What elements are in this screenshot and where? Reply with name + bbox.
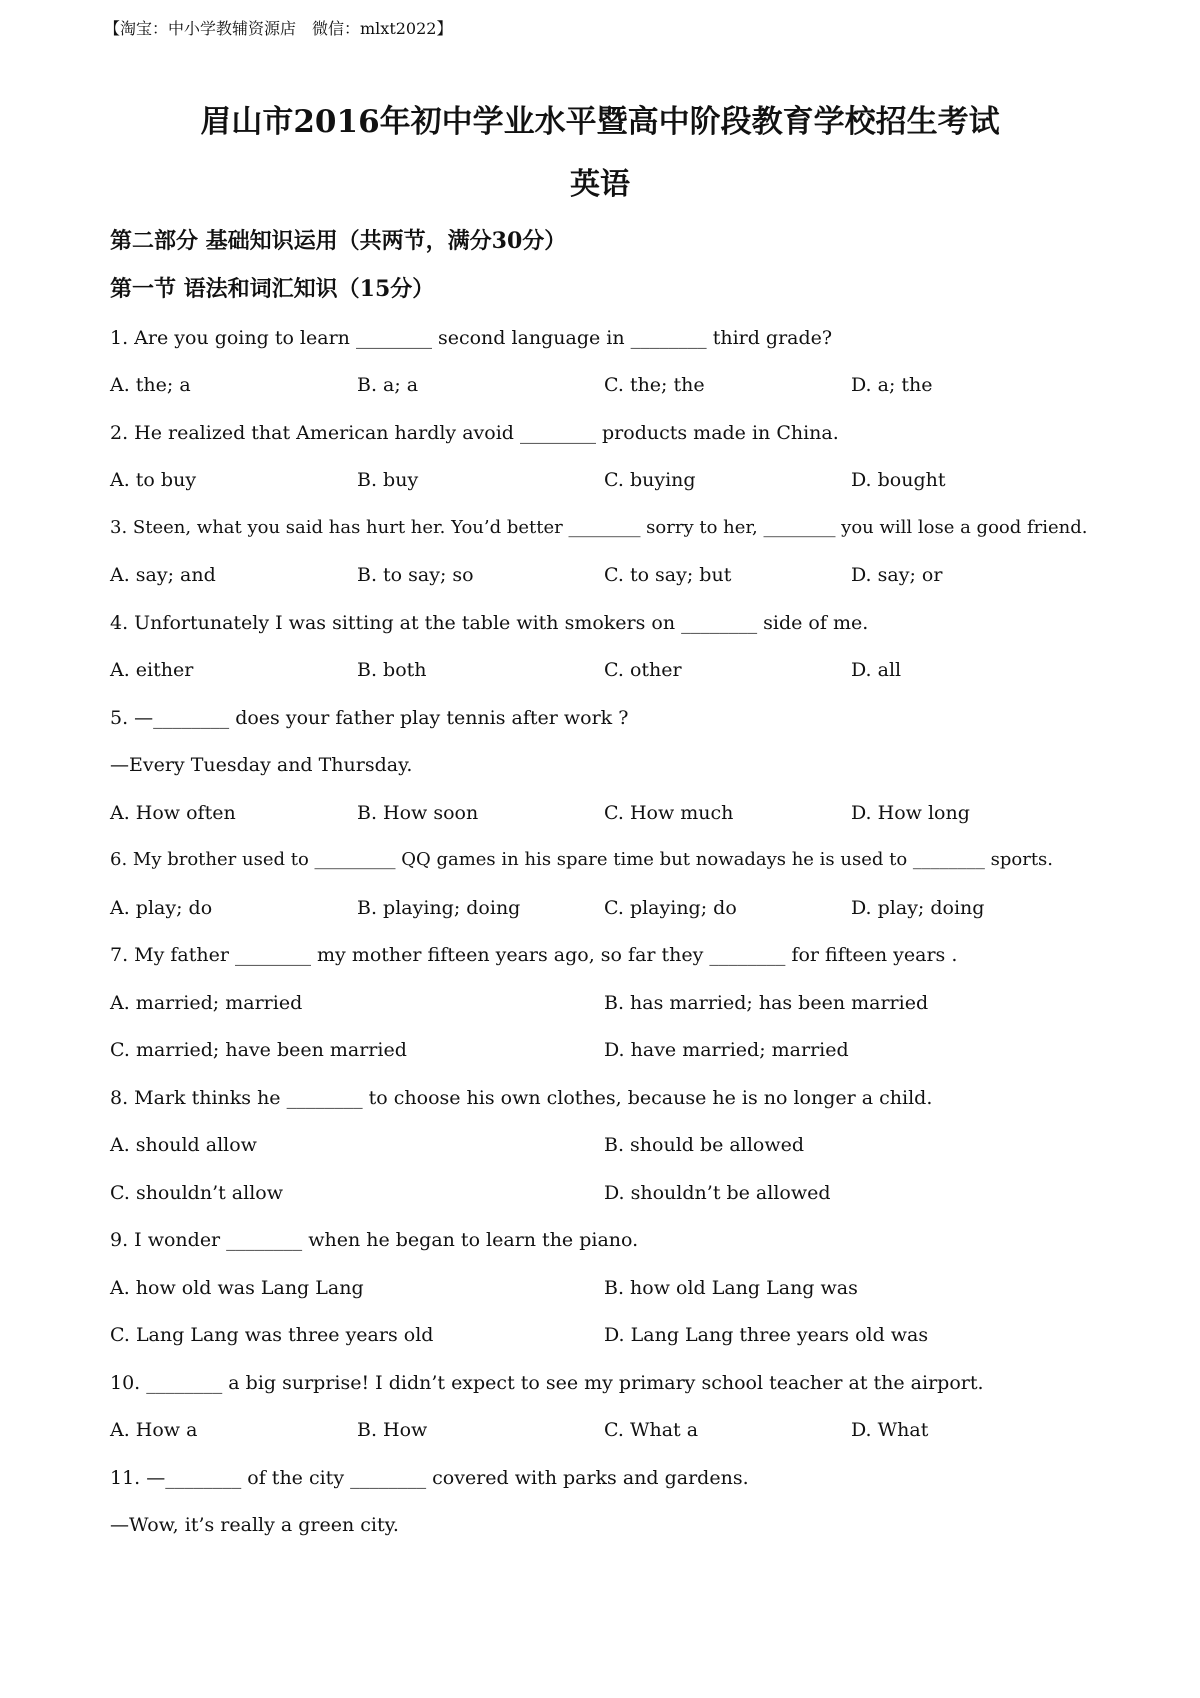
option-b: B. How [357,1419,428,1441]
option-d: D. all [851,659,902,681]
section-heading: 第一节 语法和词汇知识（15分） [110,276,435,302]
question-stem-8: 8. Mark thinks he ________ to choose his own clothes, because he is no longer a child. [110,1087,933,1109]
option-c: C. What a [604,1419,699,1441]
option-a: A. how old was Lang Lang [110,1277,364,1299]
question-options-7-row2 [110,1037,1100,1063]
question-options-3 [110,562,1100,588]
question-options-1 [110,372,1100,398]
option-b: B. how old Lang Lang was [604,1277,858,1299]
option-a: A. should allow [110,1134,257,1156]
option-a: A. the; a [110,374,191,396]
option-c: C. Lang Lang was three years old [110,1324,434,1346]
option-d: D. shouldn’t be allowed [604,1182,831,1204]
exam-subject: 英语 [570,167,630,202]
question-stem-3: 3. Steen, what you said has hurt her. You’d better ________ sorry to her, ________ you will lose a good friend. [110,517,1088,538]
option-d: D. have married; married [604,1039,849,1061]
option-a: A. married; married [110,992,303,1014]
exam-title: 眉山市2016年初中学业水平暨高中阶段教育学校招生考试 [200,104,1000,140]
question-stem-4: 4. Unfortunately I was sitting at the table with smokers on ________ side of me. [110,612,869,634]
question-stem-11: 11. —________ of the city ________ covered with parks and gardens. [110,1467,749,1489]
option-a: A. to buy [110,469,197,491]
header-note: 【淘宝：中小学教辅资源店 微信：mlxt2022】 [104,19,453,38]
option-d: D. bought [851,469,946,491]
question-stem-2: 2. He realized that American hardly avoid ________ products made in China. [110,422,839,444]
option-c: C. How much [604,802,734,824]
part-heading: 第二部分 基础知识运用（共两节，满分30分） [110,228,567,254]
question-options-2 [110,467,1100,493]
option-c: C. playing; do [604,897,737,919]
question-stem-5: 5. —________ does your father play tennis after work ? [110,707,629,729]
question-stem-5-reply: —Every Tuesday and Thursday. [110,754,413,776]
question-options-6 [110,895,1100,921]
question-options-5 [110,800,1100,826]
option-a: A. play; do [110,897,213,919]
option-b: B. buy [357,469,419,491]
option-c: C. to say; but [604,564,732,586]
question-stem-10: 10. ________ a big surprise! I didn’t expect to see my primary school teacher at the airport. [110,1372,984,1394]
question-options-8-row2 [110,1180,1100,1206]
option-c: C. other [604,659,682,681]
option-a: A. How a [110,1419,198,1441]
question-stem-9: 9. I wonder ________ when he began to learn the piano. [110,1229,639,1251]
option-b: B. has married; has been married [604,992,929,1014]
question-options-8-row1 [110,1132,1100,1158]
question-stem-1: 1. Are you going to learn ________ second language in ________ third grade? [110,327,833,349]
question-options-7-row1 [110,990,1100,1016]
option-a: A. say; and [110,564,216,586]
option-d: D. Lang Lang three years old was [604,1324,929,1346]
question-options-4 [110,657,1100,683]
option-d: D. What [851,1419,929,1441]
option-c: C. the; the [604,374,705,396]
option-b: B. playing; doing [357,897,521,919]
option-a: A. How often [110,802,236,824]
option-b: B. a; a [357,374,419,396]
option-d: D. a; the [851,374,933,396]
option-b: B. both [357,659,427,681]
question-options-10 [110,1417,1100,1443]
question-options-9-row1 [110,1275,1100,1301]
option-c: C. buying [604,469,696,491]
question-options-9-row2 [110,1322,1100,1348]
option-b: B. How soon [357,802,479,824]
option-b: B. to say; so [357,564,474,586]
option-c: C. shouldn’t allow [110,1182,283,1204]
option-b: B. should be allowed [604,1134,805,1156]
question-stem-7: 7. My father ________ my mother fifteen years ago, so far they ________ for fifteen years . [110,944,958,966]
question-stem-6: 6. My brother used to _________ QQ games in his spare time but nowadays he is used to ________ sports. [110,849,1054,870]
option-d: D. How long [851,802,970,824]
option-d: D. play; doing [851,897,985,919]
option-a: A. either [110,659,194,681]
question-stem-11-reply: —Wow, it’s really a green city. [110,1514,399,1536]
option-d: D. say; or [851,564,943,586]
option-c: C. married; have been married [110,1039,407,1061]
